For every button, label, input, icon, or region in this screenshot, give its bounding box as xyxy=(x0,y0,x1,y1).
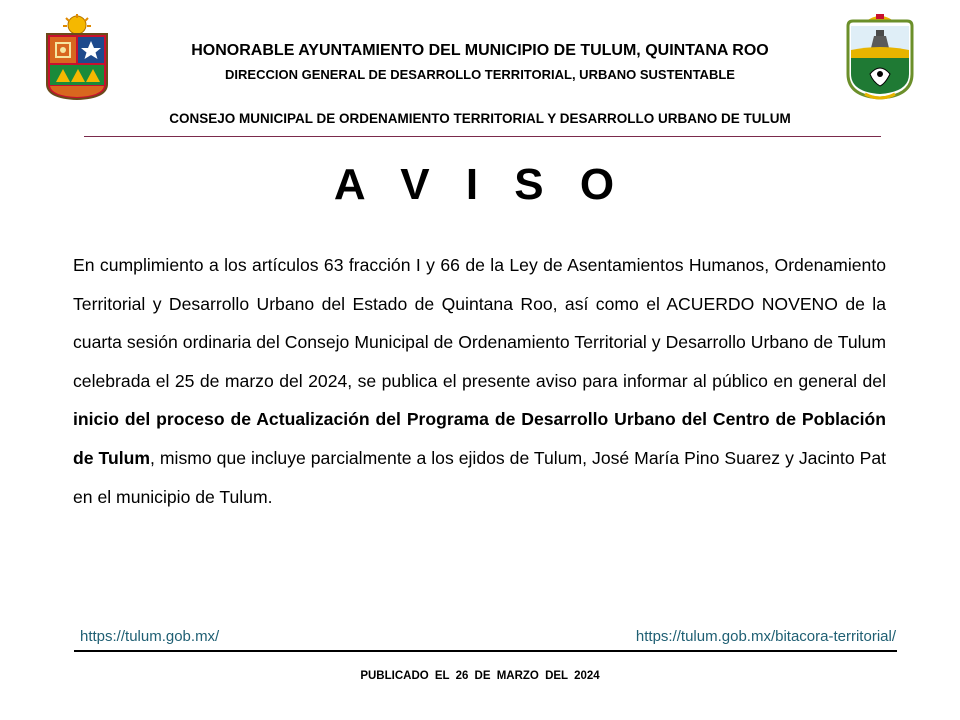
bitacora-link[interactable]: https://tulum.gob.mx/bitacora-territorial/ xyxy=(635,628,896,645)
header-council: CONSEJO MUNICIPAL DE ORDENAMIENTO TERRITORIAL Y DESARROLLO URBANO DE TULUM xyxy=(169,111,791,126)
notice-body-intro: En cumplimiento a los artículos 63 fracción I y 66 de la Ley de Asentamientos Humanos, Ordenamiento Territorial y Desarrollo Urbano del Estado de Quintana Roo, así como el ACUERDO NOVENO de la cuarta sesión ordinaria del Consejo Municipal de Ordenamiento Territorial y Desarrollo Urbano de Tulum celebrada el 25 de marzo del 2024, se publica el presente aviso para informar al público en general del xyxy=(73,255,886,391)
publication-date: PUBLICADO EL 26 DE MARZO DEL 2024 xyxy=(360,670,600,682)
header-department: DIRECCION GENERAL DE DESARROLLO TERRITORIAL, URBANO SUSTENTABLE xyxy=(225,67,735,82)
header-municipality: HONORABLE AYUNTAMIENTO DEL MUNICIPIO DE TULUM, QUINTANA ROO xyxy=(191,42,769,59)
notice-body-closing: , mismo que incluye parcialmente a los ejidos de Tulum, José María Pino Suarez y Jacinto Pat en el municipio de Tulum. xyxy=(73,447,887,507)
footer-divider xyxy=(74,650,897,652)
header-divider xyxy=(84,136,881,137)
page-title: A V I S O xyxy=(333,160,627,209)
tulum-crest-logo xyxy=(845,12,915,100)
notice-body-highlight: inicio del proceso de Actualización del Programa de Desarrollo Urbano del Centro de Población de Tulum xyxy=(73,409,886,468)
notice-body xyxy=(73,246,886,516)
website-link[interactable]: https://tulum.gob.mx/ xyxy=(80,628,220,645)
state-crest-logo xyxy=(44,14,110,100)
